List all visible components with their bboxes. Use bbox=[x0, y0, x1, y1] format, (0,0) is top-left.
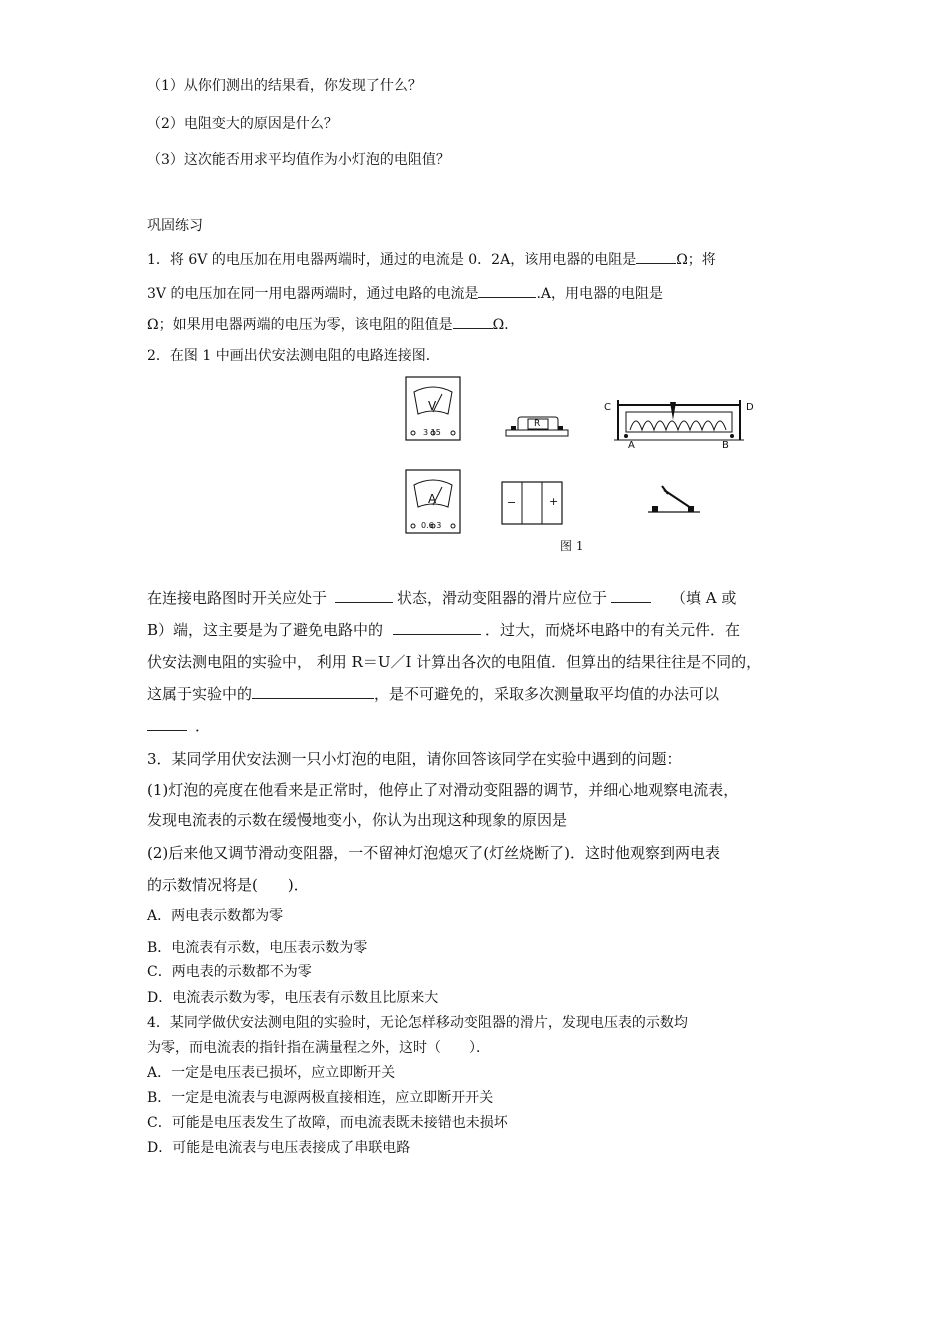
q2-para-line-5: ． bbox=[147, 716, 210, 736]
q2-para-line-4: 这属于实验中的 ，是不可避免的，采取多次测量取平均值的办法可以 bbox=[147, 685, 720, 703]
switch-icon bbox=[648, 486, 700, 512]
question-3-text: （3）这次能否用求平均值作为小灯泡的电阻值？ bbox=[147, 152, 450, 168]
q2-para-line-3: 伏安法测电阻的实验中， 利用 R＝U／I 计算出各次的电阻值．但算出的结果往往是不同的， bbox=[147, 653, 762, 671]
q3-title: 3．某同学用伏安法测一只小灯泡的电阻，请你回答该同学在实验中遇到的问题： bbox=[147, 750, 682, 768]
q4-option-d[interactable]: D．可能是电流表与电压表接成了串联电路 bbox=[147, 1140, 411, 1156]
q1-line-1: 1．将 6V 的电压加在用电器两端时，通过的电流是 0．2A，该用电器的电阻是 Ω；将 bbox=[147, 249, 716, 270]
voltmeter-scale: 3 15 bbox=[423, 428, 441, 437]
rheostat-icon bbox=[614, 400, 744, 440]
q2-para-line-1: 在连接电路图时开关应处于 状态，滑动变阻器的滑片应位于 （填 A 或 bbox=[147, 589, 737, 607]
resistor-label: R bbox=[534, 419, 541, 429]
blank-quantity[interactable] bbox=[393, 620, 481, 635]
rheostat-terminal-a: A bbox=[628, 440, 635, 451]
q1-line-2: 3V 的电压加在同一用电器两端时，通过电路的电流是 .A，用电器的电阻是 bbox=[147, 283, 663, 304]
q3-option-a[interactable]: A．两电表示数都为零 bbox=[147, 908, 284, 924]
figure-1 bbox=[400, 372, 780, 562]
q4-option-b[interactable]: B．一定是电流表与电源两极直接相连，应立即断开开关 bbox=[147, 1090, 494, 1106]
question-1-text: （1）从你们测出的结果看，你发现了什么？ bbox=[147, 78, 422, 94]
blank-slider-position[interactable] bbox=[611, 588, 651, 603]
q4-option-a[interactable]: A．一定是电压表已损坏，应立即断开关 bbox=[147, 1065, 396, 1081]
q4-option-c[interactable]: C．可能是电压表发生了故障，而电流表既未接错也未损坏 bbox=[147, 1115, 508, 1131]
q1-line-3: Ω；如果用电器两端的电压为零，该电阻的阻值是 Ω． bbox=[147, 314, 518, 335]
q3-part1-line-1: (1)灯泡的亮度在他看来是正常时，他停止了对滑动变阻器的调节，并细心地观察电流表， bbox=[147, 781, 739, 799]
q2-title: 2．在图 1 中画出伏安法测电阻的电路连接图． bbox=[147, 348, 440, 364]
q3-part2-line-2: 的示数情况将是( )． bbox=[147, 876, 309, 894]
q3-part2-line-1: (2)后来他又调节滑动变阻器，一不留神灯泡熄灭了(灯丝烧断了)．这时他观察到两电表 bbox=[147, 844, 720, 862]
blank-switch-state[interactable] bbox=[335, 588, 393, 603]
rheostat-terminal-c: C bbox=[604, 402, 611, 413]
blank-resistance-1[interactable] bbox=[636, 249, 676, 264]
circuit-components-drawing bbox=[400, 372, 780, 562]
voltmeter-symbol: V bbox=[428, 399, 437, 413]
q3-option-b[interactable]: B．电流表有示数，电压表示数为零 bbox=[147, 940, 368, 956]
blank-resistance-zero[interactable] bbox=[453, 314, 493, 329]
ammeter-scale: 0.6 3 bbox=[421, 521, 442, 530]
blank-error-type[interactable] bbox=[252, 684, 374, 699]
rheostat-terminal-d: D bbox=[746, 402, 754, 413]
section-title: 巩固练习 bbox=[147, 218, 203, 234]
battery-minus-label: − bbox=[507, 496, 517, 509]
q3-part1-line-2: 发现电流表的示数在缓慢地变小，你认为出现这种现象的原因是 bbox=[147, 811, 568, 829]
q3-option-c[interactable]: C．两电表的示数都不为零 bbox=[147, 964, 312, 980]
blank-reduce-error[interactable] bbox=[147, 716, 187, 731]
ammeter-symbol: A bbox=[428, 492, 437, 506]
blank-current[interactable] bbox=[478, 283, 536, 298]
q4-line-1: 4．某同学做伏安法测电阻的实验时，无论怎样移动变阻器的滑片，发现电压表的示数均 bbox=[147, 1015, 688, 1031]
q2-para-line-2: B）端，这主要是为了避免电路中的 ．过大，而烧坏电路中的有关元件．在 bbox=[147, 621, 741, 639]
q3-option-d[interactable]: D．电流表示数为零，电压表有示数且比原来大 bbox=[147, 990, 439, 1006]
figure-caption: 图 1 bbox=[560, 539, 584, 553]
q4-line-2: 为零，而电流表的指针指在满量程之外，这时（ ）． bbox=[147, 1040, 490, 1056]
battery-plus-label: + bbox=[549, 495, 559, 508]
question-2-text: （2）电阻变大的原因是什么？ bbox=[147, 116, 338, 132]
rheostat-terminal-b: B bbox=[722, 440, 729, 451]
